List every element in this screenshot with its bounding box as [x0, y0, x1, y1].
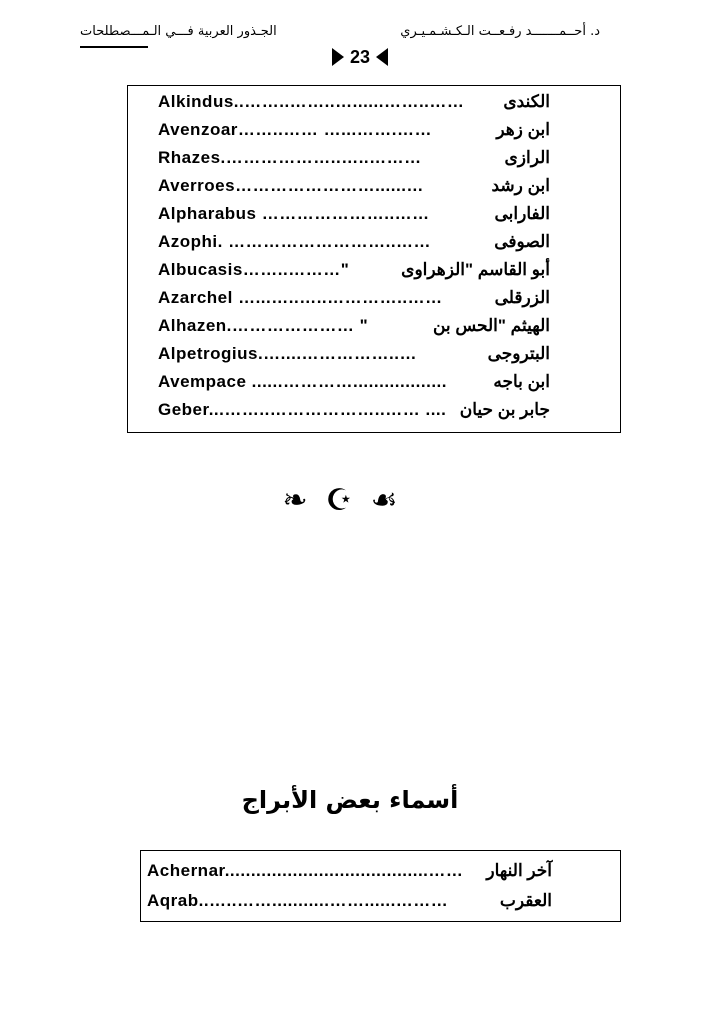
section-ornament: [260, 480, 420, 520]
latin-name: Avenzoar……..…… …...…….……: [158, 120, 432, 139]
latin-name: Albucasis……..………": [158, 260, 350, 279]
zodiac-table: [140, 850, 621, 922]
arabic-name: ابن باجه: [493, 372, 550, 391]
header-book-title: الجـذور العربية فـــي الـمـــصطلحات: [80, 24, 277, 39]
list-item: [128, 398, 620, 424]
scholars-table: [127, 85, 621, 433]
latin-name: Azarchel …...…..…..…………..……: [158, 288, 443, 307]
arabic-name: جابر بن حيان: [459, 400, 550, 419]
arabic-name: البتروجى: [487, 344, 550, 363]
list-item: [128, 342, 620, 368]
list-item: [128, 90, 620, 116]
latin-name: Alpetrogius.…....……………..…: [158, 344, 418, 363]
latin-name: Alpharabus …………………..……: [158, 204, 430, 223]
header-author: د. أحــمـــــــد رفـعــت الـكـشـمـيـري: [400, 24, 600, 39]
latin-name: Rhazes.………………..…..………: [158, 148, 422, 167]
latin-name: Alhazen.………………… ": [158, 316, 369, 335]
ornament-left-icon: ❧: [282, 482, 308, 518]
triangle-right-icon: [332, 48, 344, 66]
latin-name: Alkindus..……..……..…......……..……: [158, 92, 465, 111]
arabic-name: الزرقلى: [494, 288, 550, 307]
arabic-name: الرازى: [504, 148, 550, 167]
list-item: [128, 370, 620, 396]
latin-name: Aqrab..…..……...........……......………: [147, 891, 449, 910]
header-rule: [80, 46, 148, 48]
list-item: [128, 258, 620, 284]
list-item: [128, 118, 620, 144]
arabic-name: الهيثم "الحس بن: [432, 316, 550, 335]
arabic-name: العقرب: [499, 891, 552, 910]
latin-name: Averroes……………………......…: [158, 176, 424, 195]
triangle-left-icon: [376, 48, 388, 66]
crescent-star-icon: ☪: [325, 482, 353, 518]
arabic-name: الفارابى: [494, 204, 550, 223]
list-item: [128, 174, 620, 200]
arabic-name: الكندى: [503, 92, 550, 111]
list-item: [128, 230, 620, 256]
list-item: [128, 202, 620, 228]
arabic-name: ابن رشد: [491, 176, 550, 195]
running-header: [80, 24, 600, 44]
list-item: [141, 859, 620, 885]
ornament-right-icon: ☙: [370, 482, 398, 518]
arabic-name: آخر النهار: [486, 861, 552, 880]
latin-name: Geber...……..………………..…… ....: [158, 400, 447, 419]
page-number-block: [320, 44, 400, 70]
arabic-name: ابن زهر: [496, 120, 550, 139]
latin-name: Achernar.......................................……: [147, 861, 464, 880]
list-item: [128, 314, 620, 340]
list-item: [128, 146, 620, 172]
arabic-name: الصوفى: [494, 232, 550, 251]
arabic-name: أبو القاسم "الزهراوى: [401, 260, 550, 279]
section-title: أسماء بعض الأبراج: [241, 786, 459, 814]
latin-name: Azophi. ………………………..……: [158, 232, 432, 251]
latin-name: Avempace ......…………..................: [158, 372, 447, 391]
list-item: [128, 286, 620, 312]
list-item: [141, 889, 620, 915]
page-number: 23: [349, 46, 371, 67]
